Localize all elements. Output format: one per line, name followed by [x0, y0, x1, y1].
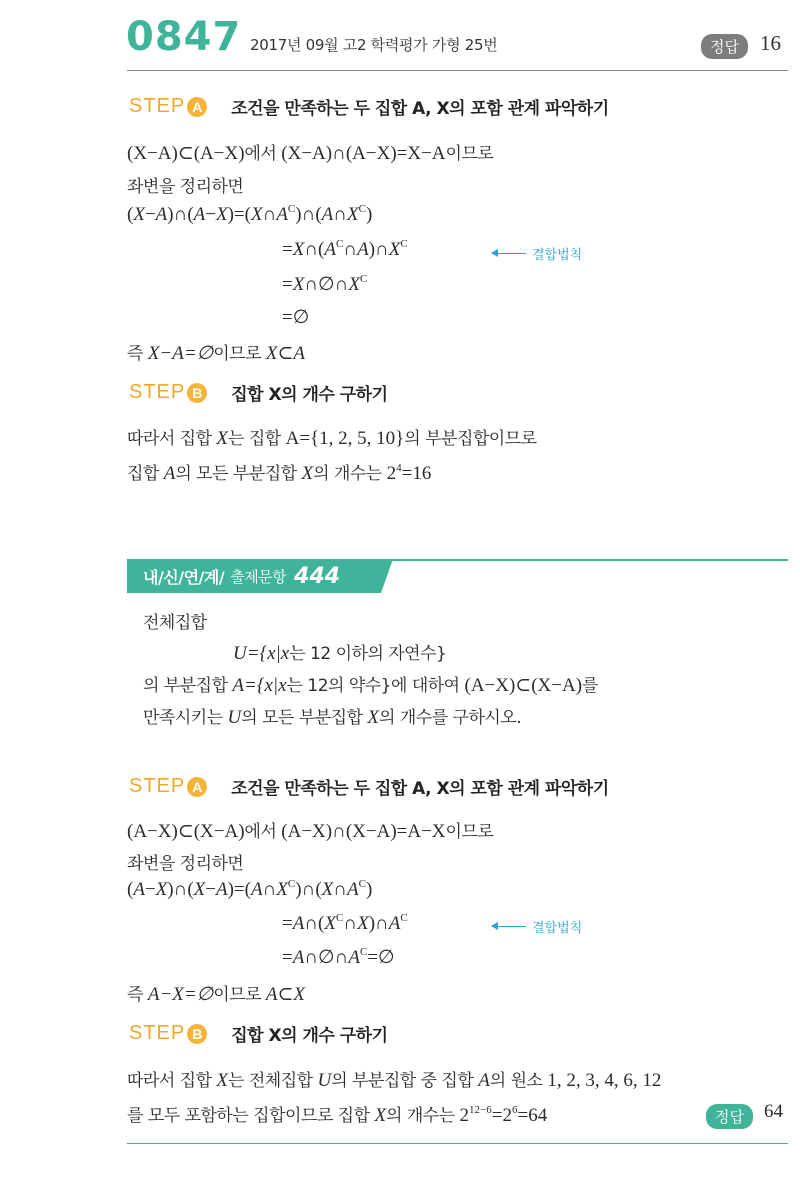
text: 따라서 집합	[127, 1071, 217, 1091]
math-expression: A={x|x	[232, 675, 287, 696]
text: 집합	[127, 464, 164, 484]
problem-line	[233, 639, 446, 665]
text: 즉	[127, 985, 148, 1005]
question-number: 0847	[126, 14, 242, 60]
equation-line: =∅	[282, 307, 310, 328]
math-expression: (A−X)∩(X−A)=A−X	[281, 821, 446, 842]
math-expression: $2^4$	[386, 462, 402, 484]
answer-badge: 정답	[701, 34, 748, 59]
text: 에서	[244, 822, 282, 842]
banner-label: 내/신/연/계/	[143, 567, 225, 587]
solution-line	[127, 817, 493, 843]
text: 의 개수를 구하시오.	[379, 708, 522, 728]
text: 따라서 집합	[127, 429, 217, 449]
step-title: 집합 X의 개수 구하기	[231, 1026, 388, 1046]
text: 는 집합	[228, 429, 286, 449]
annotation-text: 결합법칙	[532, 921, 583, 936]
text: 의 개수는	[313, 464, 387, 484]
step-title: 조건을 만족하는 두 집합 A, X의 포함 관계 파악하기	[231, 779, 609, 799]
step-a-heading	[129, 774, 609, 799]
math-expression: $2^{12-6}=2^6=64$	[459, 1104, 548, 1126]
equation-line: $(A-X)\cap(X-A)=(A\cap X^C)\cap(X\cap A^C)$	[127, 878, 373, 900]
banner-number: 444	[294, 563, 341, 589]
answer-badge: 정답	[706, 1104, 753, 1129]
math-expression: (X−A)⊂(A−X)	[127, 143, 245, 164]
text: 를 모두 포함하는 집합이므로 집합	[127, 1106, 375, 1126]
text: 이므로	[213, 344, 266, 364]
text: 의 부분집합	[143, 676, 233, 696]
equation-line: $(X-A)\cap(A-X)=(X\cap A^C)\cap(A\cap X^C)$	[127, 203, 373, 225]
footer-divider	[127, 1143, 788, 1144]
math-expression: U	[317, 1070, 332, 1091]
step-label: STEP	[129, 1022, 186, 1044]
step-b-heading	[129, 380, 388, 405]
equation-line: $=A\cap(X^C\cap X)\cap A^C$	[282, 912, 408, 934]
math-expression: X	[367, 707, 380, 728]
step-label: STEP	[129, 95, 186, 117]
step-a-circle-icon: A	[187, 777, 207, 797]
math-expression: A−X=∅	[147, 984, 214, 1005]
arrow-left-icon	[492, 253, 526, 254]
header-divider	[127, 70, 788, 71]
text: 의 모든 부분집합	[241, 708, 368, 728]
solution-line	[127, 459, 431, 485]
text: 이므로	[445, 822, 494, 842]
math-expression: A	[163, 463, 176, 484]
math-expression: (X−A)∩(A−X)=X−A	[281, 143, 446, 164]
math-expression: (A−X)⊂(X−A)	[464, 675, 583, 696]
associative-law-annotation	[492, 244, 582, 263]
answer-value: 16	[760, 31, 781, 55]
solution-line: 좌변을 정리하면	[127, 854, 244, 874]
math-expression: 1, 2, 3, 4, 6, 12	[547, 1070, 662, 1091]
text: 는 전체집합	[228, 1071, 318, 1091]
solution-line	[127, 424, 537, 450]
math-expression: A={1, 2, 5, 10}	[285, 428, 405, 449]
solution-line	[127, 1066, 661, 1092]
equation-line: $=X\cap\emptyset\cap X^C$	[282, 273, 368, 295]
arrow-left-icon	[492, 926, 526, 927]
equation-line: $=A\cap\emptyset\cap A^C=\emptyset$	[282, 946, 395, 968]
math-expression: U={x|x	[233, 643, 290, 664]
text: 의 부분집합 중 집합	[331, 1071, 479, 1091]
step-a-circle-icon: A	[187, 97, 207, 117]
step-a-heading	[129, 94, 609, 119]
text: 이므로	[213, 985, 266, 1005]
problem-line: 전체집합	[143, 613, 207, 633]
problem-line	[143, 703, 521, 729]
problem-line	[143, 671, 598, 697]
banner-sublabel: 출제문항	[230, 567, 287, 586]
math-expression: X	[301, 463, 314, 484]
math-expression: U	[227, 707, 242, 728]
math-expression: X−A=∅	[147, 343, 214, 364]
math-expression: X	[216, 1070, 229, 1091]
solution-line	[127, 339, 305, 365]
step-title: 조건을 만족하는 두 집합 A, X의 포함 관계 파악하기	[231, 99, 609, 119]
text: 를	[582, 676, 598, 696]
linked-problem-banner	[127, 559, 381, 593]
text: 의 모든 부분집합	[175, 464, 302, 484]
text: 의 원소	[489, 1071, 548, 1091]
step-title: 집합 X의 개수 구하기	[231, 385, 388, 405]
question-source: 2017년 09월 고2 학력평가 가형 25번	[250, 36, 498, 54]
text: 는 12 이하의 자연수}	[289, 644, 447, 664]
text: 에 대하여	[391, 676, 465, 696]
step-b-heading	[129, 1021, 388, 1046]
solution-line	[127, 1101, 547, 1127]
step-label: STEP	[129, 381, 186, 403]
solution-line: 좌변을 정리하면	[127, 177, 244, 197]
annotation-text: 결합법칙	[532, 248, 583, 263]
associative-law-annotation	[492, 917, 582, 936]
solution-line	[127, 980, 305, 1006]
text: 즉	[127, 344, 148, 364]
math-expression: =16	[401, 463, 432, 484]
math-expression: X⊂A	[265, 343, 306, 364]
text: 이므로	[445, 144, 494, 164]
step-b-circle-icon: B	[187, 383, 207, 403]
solution-line	[127, 139, 493, 165]
math-expression: X	[374, 1105, 387, 1126]
math-expression: (A−X)⊂(X−A)	[127, 821, 245, 842]
step-b-circle-icon: B	[187, 1024, 207, 1044]
text: 의 개수는	[386, 1106, 460, 1126]
math-expression: A	[478, 1070, 490, 1091]
math-expression: X	[216, 428, 229, 449]
math-expression: A⊂X	[265, 984, 306, 1005]
text: 만족시키는	[143, 708, 228, 728]
step-label: STEP	[129, 775, 186, 797]
text: 는 12의 약수}	[286, 676, 391, 696]
text: 에서	[244, 144, 282, 164]
answer-value: 64	[764, 1101, 783, 1122]
equation-line: $=X\cap(A^C\cap A)\cap X^C$	[282, 238, 408, 260]
text: 의 부분집합이므로	[404, 429, 537, 449]
